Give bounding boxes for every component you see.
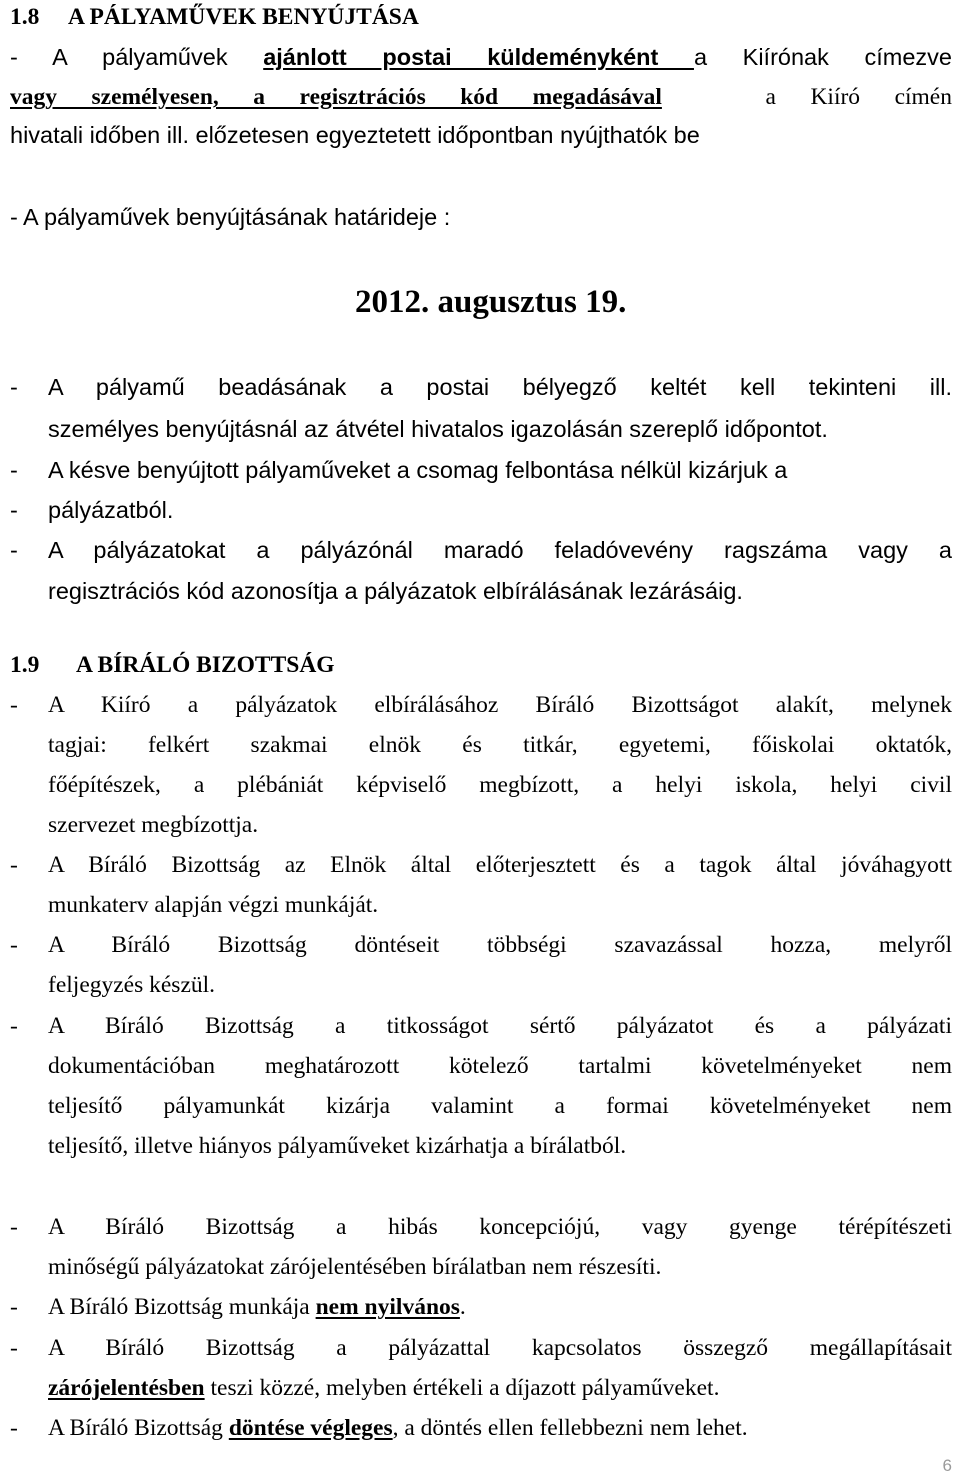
- final-report-emphasis: zárójelentésben: [48, 1375, 205, 1401]
- section-1-9-heading: [10, 650, 952, 680]
- personal-submission-emphasis: vagy személyesen, a regisztrációs kód megadásával: [10, 84, 662, 110]
- section-title: A PÁLYAMŰVEK BENYÚJTÁSA: [68, 4, 419, 30]
- list-item: - A Kiíró a pályázatok elbírálásához Bíráló Bizottságot alakít, melynek: [10, 692, 952, 718]
- list-item-continuation: feljegyzés készül.: [48, 972, 216, 998]
- submission-paragraph-line-2: vagy személyesen, a regisztrációs kód megadásával a Kiíró címén: [10, 84, 952, 110]
- list-item: - A Bíráló Bizottság az Elnök által előterjesztett és a tagok által jóváhagyott: [10, 852, 952, 878]
- list-item-continuation: teljesítő, illetve hiányos pályaműveket kizárhatja a bírálatból.: [48, 1133, 627, 1159]
- list-item-continuation: minőségű pályázatokat zárójelentésében bírálatban nem részesíti.: [48, 1254, 662, 1280]
- list-item: - pályázatból.: [10, 497, 174, 523]
- section-1-8-heading: [10, 2, 952, 32]
- list-item: - A Bíráló Bizottság döntéseit többségi szavazással hozza, melyről: [10, 932, 952, 958]
- list-item: - A Bíráló Bizottság a titkosságot sértő pályázatot és a pályázati: [10, 1013, 952, 1039]
- section-title: A BÍRÁLÓ BIZOTTSÁG: [76, 652, 335, 678]
- list-item: - A Bíráló Bizottság döntése végleges, a döntés ellen fellebbezni nem lehet.: [10, 1415, 748, 1441]
- list-item: - A Bíráló Bizottság munkája nem nyilvános.: [10, 1294, 466, 1320]
- section-number: 1.9: [10, 652, 40, 678]
- list-item-continuation: munkaterv alapján végzi munkáját.: [48, 892, 379, 918]
- list-item-continuation: személyes benyújtásnál az átvétel hivatalos igazolásán szereplő időpontot.: [48, 416, 828, 442]
- list-item-continuation: dokumentációban meghatározott kötelező tartalmi követelményeket nem: [48, 1053, 952, 1079]
- list-item: - A pályamű beadásának a postai bélyegző keltét kell tekinteni ill.: [10, 374, 952, 400]
- section-number: 1.8: [10, 4, 40, 30]
- submission-paragraph-line-3: hivatali időben ill. előzetesen egyeztetett időpontban nyújthatók be: [10, 122, 700, 148]
- list-item-continuation: regisztrációs kód azonosítja a pályázatok elbírálásának lezárásáig.: [48, 578, 743, 604]
- not-public-emphasis: nem nyilvános: [315, 1294, 460, 1320]
- list-item-continuation: zárójelentésben teszi közzé, melyben értékeli a díjazott pályaműveket.: [48, 1375, 720, 1401]
- registered-mail-emphasis: ajánlott postai küldeményként: [263, 44, 694, 70]
- deadline-label: - A pályaművek benyújtásának határideje :: [10, 204, 451, 230]
- page-number: 6: [942, 1456, 952, 1475]
- deadline-date: 2012. augusztus 19.: [355, 284, 627, 320]
- list-item-continuation: főépítészek, a plébániát képviselő megbízott, a helyi iskola, helyi civil: [48, 772, 952, 798]
- list-item: - A Bíráló Bizottság a hibás koncepciójú, vagy gyenge térépítészeti: [10, 1214, 952, 1240]
- list-item: - A pályázatokat a pályázónál maradó feladóvevény ragszáma vagy a: [10, 537, 952, 563]
- list-item-continuation: szervezet megbízottja.: [48, 812, 259, 838]
- list-item: - A Bíráló Bizottság a pályázattal kapcsolatos összegző megállapításait: [10, 1335, 952, 1361]
- list-item-continuation: tagjai: felkért szakmai elnök és titkár, egyetemi, főiskolai oktatók,: [48, 732, 952, 758]
- final-decision-emphasis: döntése végleges: [228, 1415, 393, 1441]
- list-item-continuation: teljesítő pályamunkát kizárja valamint a formai követelményeket nem: [48, 1093, 952, 1119]
- submission-paragraph-line-1: - A pályaművek ajánlott postai küldeményként a Kiírónak címezve: [10, 44, 952, 70]
- list-item: - A késve benyújtott pályaműveket a csomag felbontása nélkül kizárjuk a: [10, 457, 788, 483]
